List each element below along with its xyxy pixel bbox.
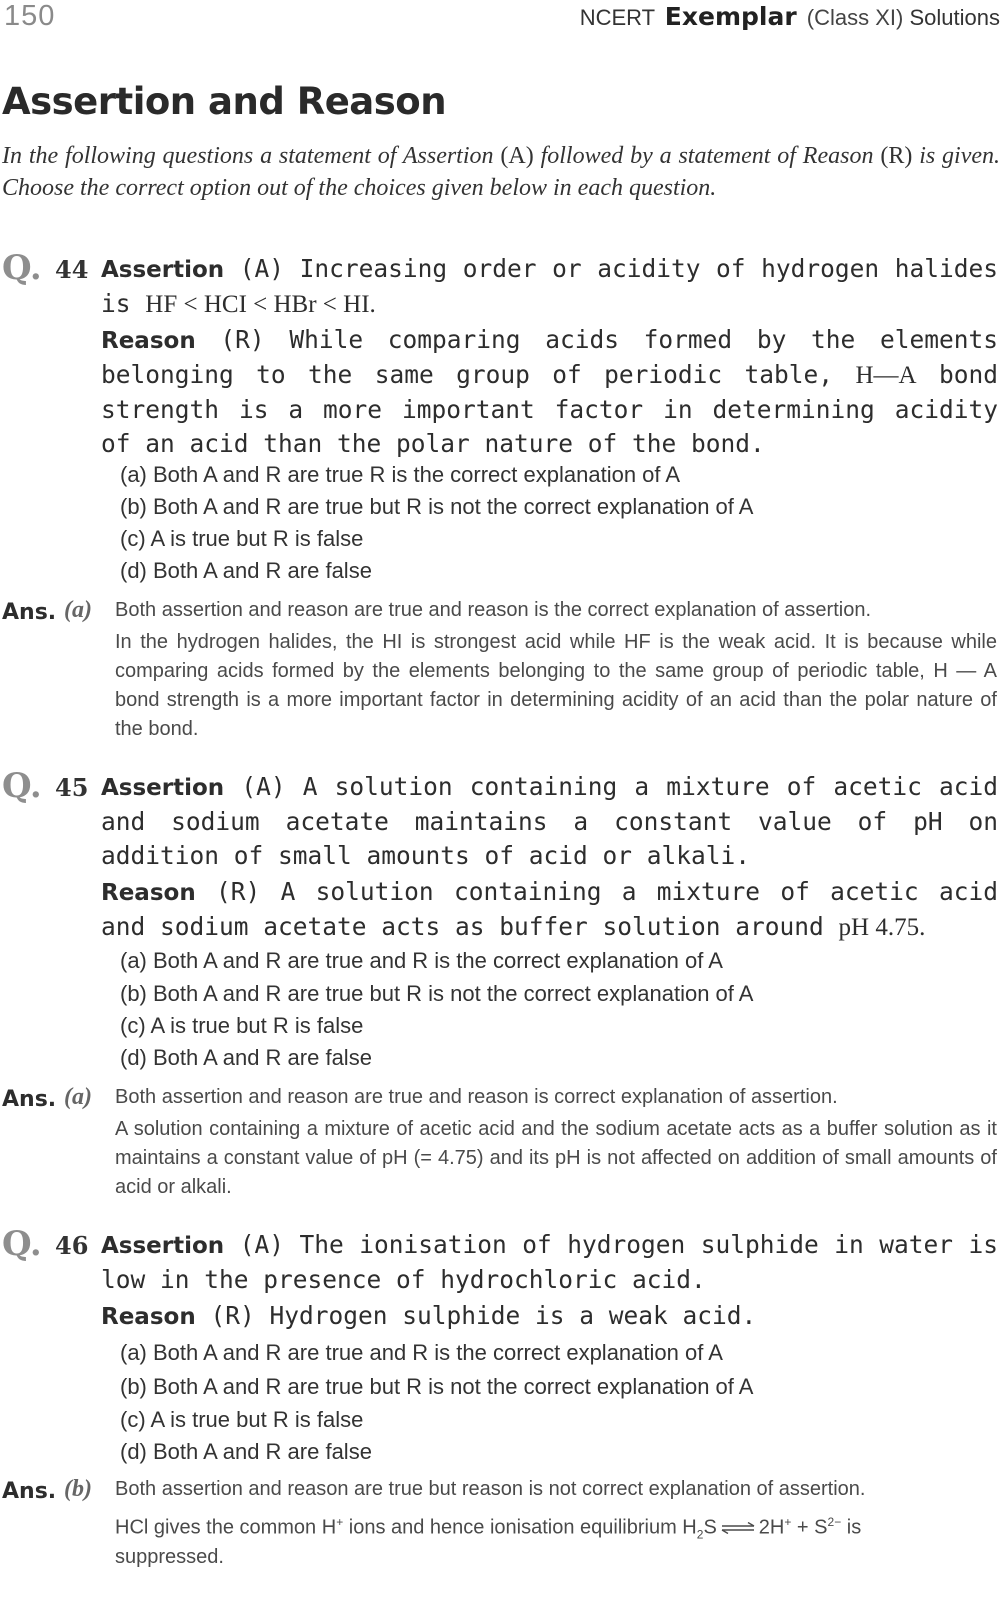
question-mark: Q. bbox=[2, 766, 42, 806]
intro-part-1: In the following questions a statement of Assertion bbox=[2, 143, 494, 169]
reason bbox=[101, 875, 998, 945]
answer-key: (a) bbox=[64, 597, 92, 623]
question-number: 45 bbox=[55, 773, 89, 802]
ans-sup-2: + bbox=[784, 1515, 792, 1529]
section-intro bbox=[2, 140, 1000, 204]
intro-a: (A) bbox=[500, 143, 534, 169]
reason-formula: H—A bbox=[855, 362, 917, 389]
ans-text-4: 2H bbox=[758, 1516, 785, 1539]
answer-explanation: In the hydrogen halides, the HI is strongest acid while HF is the weak acid. It is because while comparing acids formed by the elements belonging to the same group of periodic table, H — A bond strength is a more important factor in determining acidity of an acid than the polar nature of the bond. bbox=[115, 631, 997, 740]
ans-text-5: + S bbox=[791, 1516, 828, 1539]
question-number: 46 bbox=[55, 1231, 89, 1260]
question-mark: Q. bbox=[2, 248, 42, 288]
answer-explanation-end: suppressed. bbox=[115, 1546, 224, 1568]
option-c: (c) A is true but R is false bbox=[120, 526, 364, 551]
assertion-label: Assertion bbox=[101, 775, 225, 801]
option-b: (b) Both A and R are true but R is not the correct explanation of A bbox=[120, 981, 754, 1006]
option-c: (c) A is true but R is false bbox=[120, 1013, 364, 1038]
answer-label: Ans. bbox=[2, 600, 57, 625]
reason-label: Reason bbox=[101, 1304, 196, 1330]
assertion-label: Assertion bbox=[101, 1233, 225, 1259]
option-d: (d) Both A and R are false bbox=[120, 1045, 372, 1070]
running-header bbox=[580, 2, 1000, 31]
assertion-text: (A) The ionisation of hydrogen sulphide in water is low in the presence of hydrochloric acid. bbox=[101, 1230, 998, 1294]
reason-text: (R) A solution containing a mixture of acetic acid and sodium acetate acts as buffer solution around bbox=[101, 877, 998, 941]
question-number: 44 bbox=[55, 255, 89, 284]
ans-text-3: S bbox=[703, 1516, 717, 1539]
answer-key: (b) bbox=[64, 1476, 92, 1502]
ans-text-1: HCl gives the common H bbox=[115, 1516, 337, 1539]
ans-sup-1: + bbox=[336, 1515, 344, 1529]
intro-part-2: followed by a statement of Reason bbox=[540, 143, 874, 169]
option-a: (a) Both A and R are true and R is the correct explanation of A bbox=[120, 1340, 723, 1365]
ans-sub-1: 2 bbox=[696, 1527, 704, 1542]
assertion-text: (A) A solution containing a mixture of acetic acid and sodium acetate maintains a constant value of pH on addition of small amounts of acid or alkali. bbox=[101, 772, 998, 870]
reason-text-end: bond strength is a more important factor in determining acidity of an acid than the polar nature of the bond. bbox=[101, 360, 998, 458]
answer-summary: Both assertion and reason are true and reason is the correct explanation of assertion. bbox=[115, 599, 872, 621]
reason-text: (R) While comparing acids formed by the elements belonging to the same group of periodic table, bbox=[101, 325, 998, 389]
option-d: (d) Both A and R are false bbox=[120, 558, 372, 583]
option-a: (a) Both A and R are true and R is the correct explanation of A bbox=[120, 948, 723, 973]
intro-part-3: is given. Choose the correct option out of the choices given below in each question. bbox=[2, 143, 1001, 201]
section-title: Assertion and Reason bbox=[2, 80, 447, 123]
equilibrium-arrow-icon bbox=[721, 1522, 755, 1534]
assertion bbox=[101, 1228, 998, 1297]
question-mark: Q. bbox=[2, 1224, 42, 1264]
reason bbox=[101, 1299, 998, 1334]
option-c: (c) A is true but R is false bbox=[120, 1407, 364, 1432]
reason-label: Reason bbox=[101, 880, 196, 906]
assertion-label: Assertion bbox=[101, 257, 225, 283]
answer-label: Ans. bbox=[2, 1087, 57, 1112]
option-b: (b) Both A and R are true but R is not the correct explanation of A bbox=[120, 1374, 754, 1399]
answer-summary: Both assertion and reason are true but reason is not correct explanation of assertion. bbox=[115, 1478, 866, 1500]
book-prefix: NCERT bbox=[579, 5, 655, 30]
book-bold-title: Exemplar bbox=[664, 2, 797, 31]
answer-key: (a) bbox=[64, 1084, 92, 1110]
ans-sup-3: 2− bbox=[827, 1515, 842, 1529]
answer-summary: Both assertion and reason are true and reason is correct explanation of assertion. bbox=[115, 1086, 838, 1108]
option-a: (a) Both A and R are true R is the correct explanation of A bbox=[120, 462, 681, 487]
intro-r: (R) bbox=[880, 143, 913, 169]
option-d: (d) Both A and R are false bbox=[120, 1439, 372, 1464]
ans-text-2: ions and hence ionisation equilibrium H bbox=[343, 1516, 697, 1539]
reason-text: (R) Hydrogen sulphide is a weak acid. bbox=[210, 1301, 757, 1330]
book-class: (Class XI) bbox=[806, 5, 904, 30]
answer-explanation: A solution containing a mixture of acetic acid and the sodium acetate acts as a buffer solution as it maintains a constant value of pH (= 4.75) and its pH is not affected on addition of small amounts of acid or alkali. bbox=[115, 1118, 997, 1198]
assertion bbox=[101, 252, 998, 322]
page-number: 150 bbox=[4, 0, 56, 32]
reason bbox=[101, 323, 998, 461]
assertion-formula: HF < HCI < HBr < HI. bbox=[145, 291, 376, 318]
option-b: (b) Both A and R are true but R is not the correct explanation of A bbox=[120, 494, 754, 519]
book-suffix: Solutions bbox=[909, 5, 1000, 30]
assertion-text: (A) Increasing order or acidity of hydrogen halides is bbox=[101, 254, 998, 318]
assertion bbox=[101, 770, 998, 873]
reason-label: Reason bbox=[101, 328, 196, 354]
answer-label: Ans. bbox=[2, 1479, 57, 1504]
reason-formula: pH 4.75. bbox=[838, 914, 926, 941]
ans-text-6: is bbox=[841, 1516, 862, 1539]
